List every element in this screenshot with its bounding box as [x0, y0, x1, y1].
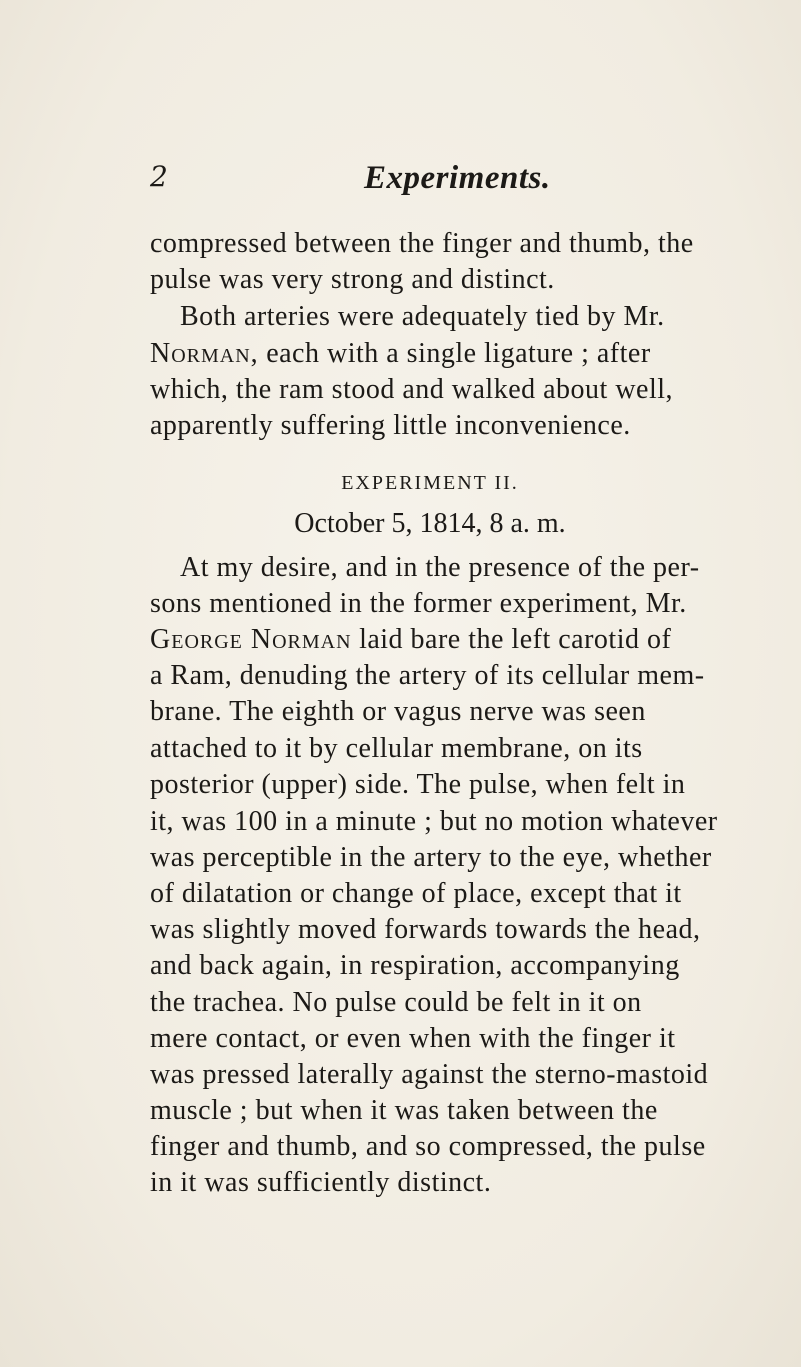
text-line: compressed between the finger and thumb, the [150, 228, 694, 259]
name-norman: Norman, [150, 338, 259, 369]
text-fragment: each with a single ligature ; after [258, 338, 651, 369]
text-line: it, was 100 in a minute ; but no motion whatever [150, 806, 718, 837]
experiment-heading: EXPERIMENT II. [341, 472, 519, 494]
text-line: the trachea. No pulse could be felt in it on [150, 987, 642, 1018]
text-line: apparently suffering little inconvenience. [150, 410, 631, 441]
text-line [150, 624, 710, 656]
text-line: was pressed laterally against the sterno-mastoid [150, 1059, 709, 1090]
text-line [150, 338, 710, 370]
page-header [150, 160, 710, 200]
text-line: of dilatation or change of place, except that it [150, 878, 682, 909]
text-line: was slightly moved forwards towards the head, [150, 914, 701, 945]
text-line: At my desire, and in the presence of the per- [180, 552, 700, 583]
text-line: muscle ; but when it was taken between the [150, 1095, 658, 1126]
text-line: attached to it by cellular membrane, on its [150, 733, 643, 764]
dateline: October 5, 1814, 8 a. m. [294, 508, 566, 539]
text-fragment: laid bare the left carotid of [351, 624, 672, 655]
text-line: a Ram, denuding the artery of its cellular mem- [150, 660, 705, 691]
name-george-norman: George Norman [150, 624, 352, 655]
text-line: pulse was very strong and distinct. [150, 264, 555, 295]
text-line: mere contact, or even when with the finger it [150, 1023, 676, 1054]
text-line: sons mentioned in the former experiment, Mr. [150, 588, 687, 619]
text-line: Both arteries were adequately tied by Mr. [180, 301, 665, 332]
text-line: brane. The eighth or vagus nerve was seen [150, 696, 646, 727]
text-line: posterior (upper) side. The pulse, when felt in [150, 769, 686, 800]
text-line: finger and thumb, and so compressed, the pulse [150, 1131, 706, 1162]
text-line: in it was sufficiently distinct. [150, 1167, 492, 1198]
text-line: and back again, in respiration, accompanying [150, 950, 680, 981]
text-line: which, the ram stood and walked about well, [150, 374, 674, 405]
text-line: was perceptible in the artery to the eye, whether [150, 842, 712, 873]
running-title: Experiments. [364, 160, 551, 196]
page-number: 2 [150, 160, 168, 193]
